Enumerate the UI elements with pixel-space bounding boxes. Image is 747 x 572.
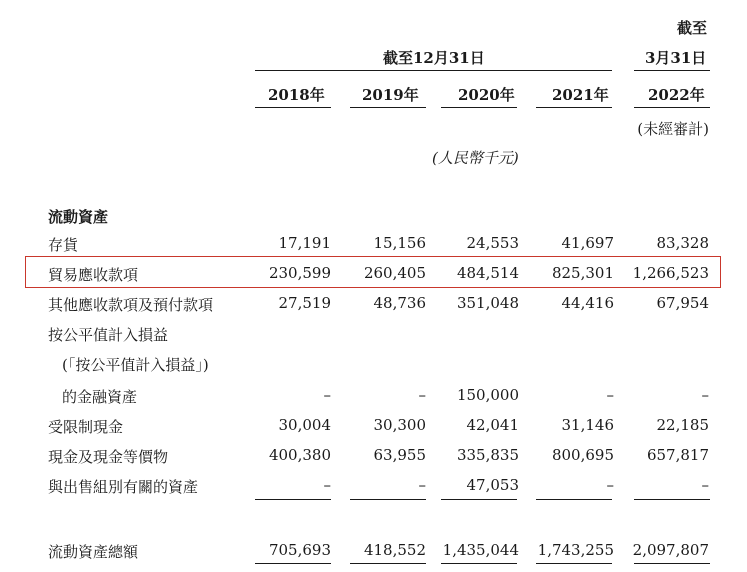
cell: 27,519 [278, 294, 331, 312]
year-rule-2021 [536, 107, 612, 108]
cell: 230,599 [268, 264, 331, 282]
cell: 400,380 [268, 446, 331, 464]
year-rule-2022 [634, 107, 710, 108]
subtotal-rule-2018 [255, 499, 331, 500]
cell: 44,416 [561, 294, 614, 312]
year-rule-2019 [350, 107, 426, 108]
cell: 657,817 [646, 446, 709, 464]
currency-unit: (人民幣千元) [432, 149, 519, 167]
total-cell: 705,693 [268, 541, 331, 559]
cell: 30,004 [278, 416, 331, 434]
year-2018: 2018年 [268, 86, 325, 104]
section-title: 流動資產 [48, 208, 109, 226]
cell: 48,736 [373, 294, 426, 312]
row-label: 與出售組別有關的資產 [48, 478, 199, 496]
cell: 1,266,523 [632, 264, 709, 282]
year-2020: 2020年 [458, 86, 515, 104]
cell: – [606, 476, 614, 494]
cell: – [323, 386, 331, 404]
cell: – [701, 386, 709, 404]
total-cell: 1,435,044 [442, 541, 519, 559]
total-rule-2021 [536, 563, 612, 564]
row-label: 現金及現金等價物 [48, 448, 169, 466]
cell: 335,835 [456, 446, 519, 464]
subtotal-rule-2020 [441, 499, 517, 500]
total-rule-2022 [634, 563, 710, 564]
cell: 31,146 [561, 416, 614, 434]
subtotal-rule-2019 [350, 499, 426, 500]
cell: 15,156 [373, 234, 426, 252]
year-rule-2020 [441, 107, 517, 108]
row-label: 其他應收款項及預付款項 [48, 296, 214, 314]
row-label: (「按公平值計入損益」) [62, 356, 209, 374]
total-rule-2018 [255, 563, 331, 564]
cell: 260,405 [363, 264, 426, 282]
total-cell: 2,097,807 [632, 541, 709, 559]
cell: 24,553 [466, 234, 519, 252]
year-rule-2018 [255, 107, 331, 108]
total-rule-2019 [350, 563, 426, 564]
cell: 42,041 [466, 416, 519, 434]
cell: – [418, 386, 426, 404]
year-2022: 2022年 [648, 86, 705, 104]
year-2019: 2019年 [362, 86, 419, 104]
row-label: 存貨 [48, 236, 79, 254]
subtotal-rule-2022 [634, 499, 710, 500]
cell: – [323, 476, 331, 494]
cell: 47,053 [466, 476, 519, 494]
cell: – [701, 476, 709, 494]
cell: 484,514 [456, 264, 519, 282]
unaudited-note: (未經審計) [637, 120, 709, 138]
subtotal-rule-2021 [536, 499, 612, 500]
cell: 63,955 [373, 446, 426, 464]
cell: 83,328 [656, 234, 709, 252]
cell: 30,300 [373, 416, 426, 434]
total-cell: 418,552 [363, 541, 426, 559]
total-rule-2020 [441, 563, 517, 564]
total-cell: 1,743,255 [537, 541, 614, 559]
row-label: 受限制現金 [48, 418, 124, 436]
as-at-march-heading: 3月31日 [645, 49, 707, 67]
cell: 17,191 [278, 234, 331, 252]
cell: 22,185 [656, 416, 709, 434]
header-rule-december [255, 70, 612, 71]
row-label: 的金融資產 [62, 388, 138, 406]
cell: 351,048 [456, 294, 519, 312]
cell: 41,697 [561, 234, 614, 252]
cell: – [418, 476, 426, 494]
cell: – [606, 386, 614, 404]
cell: 800,695 [551, 446, 614, 464]
as-at-december-heading: 截至12月31日 [383, 49, 485, 67]
cell: 825,301 [551, 264, 614, 282]
as-at-label: 截至 [677, 19, 708, 37]
total-label: 流動資產總額 [48, 543, 139, 561]
row-label: 按公平值計入損益 [48, 326, 169, 344]
year-2021: 2021年 [552, 86, 609, 104]
cell: 150,000 [456, 386, 519, 404]
header-rule-march [634, 70, 710, 71]
cell: 67,954 [656, 294, 709, 312]
row-label: 貿易應收款項 [48, 266, 139, 284]
